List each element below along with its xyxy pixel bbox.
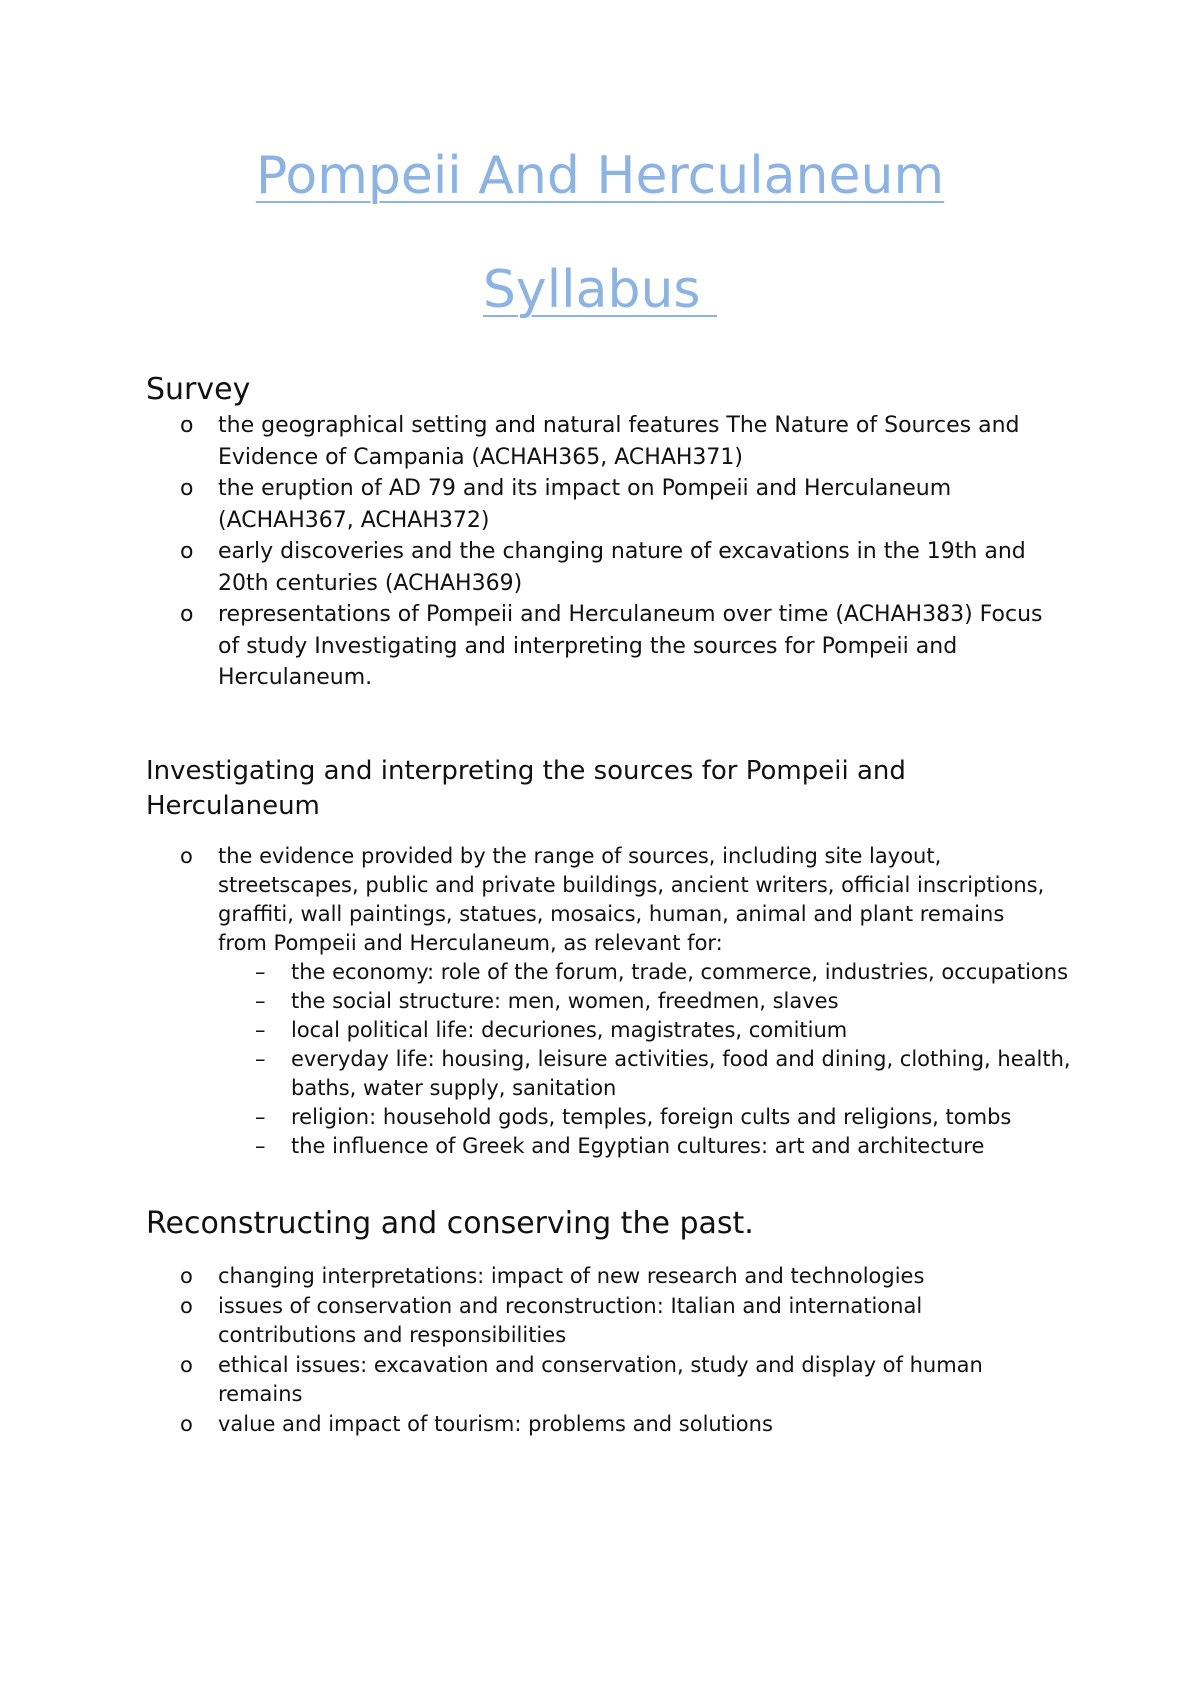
- sublist-item: [218, 987, 1131, 1016]
- list-item-text: the geographical setting and natural features The Nature of Sources and Evidence of Campania (ACHAH365, ACHAH371): [218, 413, 1020, 470]
- list-item-text: ethical issues: excavation and conservation, study and display of human remains: [218, 1352, 983, 1406]
- bullet-icon: o: [180, 844, 193, 868]
- reconstructing-list: [0, 1262, 1058, 1439]
- bullet-icon: o: [180, 539, 194, 564]
- dash-icon: –: [255, 1105, 266, 1129]
- list-item: [0, 1262, 1058, 1292]
- bullet-icon: o: [180, 1264, 193, 1288]
- list-item: [0, 410, 1068, 473]
- sublist-item-text: the influence of Greek and Egyptian cultures: art and architecture: [291, 1134, 985, 1158]
- list-item: [0, 842, 1071, 1161]
- list-item: [0, 473, 1068, 536]
- sources-sublist: [218, 958, 1071, 1161]
- sublist-item-text: everyday life: housing, leisure activities, food and dining, clothing, health, baths, water supply, sanitation: [291, 1047, 1071, 1100]
- bullet-icon: o: [180, 1352, 193, 1377]
- list-item: [0, 599, 1068, 694]
- dash-icon: –: [255, 960, 266, 984]
- list-item-text: representations of Pompeii and Herculaneum over time (ACHAH383) Focus of study Investigating and interpreting the sources for Pompeii and Herculaneum.: [218, 602, 1043, 690]
- survey-list: [0, 410, 1068, 694]
- list-item-text: the eruption of AD 79 and its impact on Pompeii and Herculaneum (ACHAH367, ACHAH372): [218, 476, 952, 533]
- sublist-item-text: local political life: decuriones, magistrates, comitium: [291, 1018, 848, 1042]
- bullet-icon: o: [180, 476, 194, 501]
- reconstructing-heading: Reconstructing and conserving the past.: [146, 1206, 754, 1241]
- bullet-icon: o: [180, 602, 194, 627]
- list-item: [0, 1410, 1058, 1440]
- investigating-heading: Investigating and interpreting the sources for Pompeii and Herculaneum: [146, 756, 906, 821]
- list-item: [0, 1292, 1058, 1351]
- list-item-text: value and impact of tourism: problems and solutions: [218, 1411, 773, 1436]
- list-item-text: changing interpretations: impact of new research and technologies: [218, 1264, 925, 1288]
- sublist-item-text: the social structure: men, women, freedmen, slaves: [291, 989, 839, 1013]
- sublist-item-text: religion: household gods, temples, foreign cults and religions, tombs: [291, 1105, 1012, 1129]
- dash-icon: –: [255, 1047, 266, 1071]
- dash-icon: –: [255, 1018, 266, 1042]
- bullet-icon: o: [180, 1293, 193, 1318]
- dash-icon: –: [255, 989, 266, 1013]
- survey-heading: Survey: [146, 372, 251, 407]
- list-item: [0, 536, 1068, 599]
- title-line-1: Pompeii And Herculaneum: [255, 146, 945, 206]
- list-item: [0, 1351, 1058, 1410]
- sublist-item: [218, 1045, 1131, 1103]
- sources-list: [0, 842, 1071, 1161]
- list-item-text: issues of conservation and reconstruction: Italian and international contributions and responsibilities: [218, 1293, 923, 1347]
- sublist-item: [218, 1103, 1131, 1132]
- sublist-item: [218, 1016, 1131, 1045]
- sublist-item: [218, 1132, 1131, 1161]
- title-line-2: Syllabus: [482, 260, 718, 320]
- sublist-item: [218, 958, 1131, 987]
- bullet-icon: o: [180, 1411, 193, 1436]
- bullet-icon: o: [180, 413, 194, 438]
- list-item-text: the evidence provided by the range of sources, including site layout, streetscapes, public and private buildings, ancient writers, official inscriptions, graffiti, wall paintings, statues, mosaics, human, animal and plant remains from Pompeii and Herculaneum, as relevant for:: [218, 844, 1045, 955]
- sublist-item-text: the economy: role of the forum, trade, commerce, industries, occupations: [291, 960, 1069, 984]
- list-item-text: early discoveries and the changing nature of excavations in the 19th and 20th centuries (ACHAH369): [218, 539, 1026, 596]
- dash-icon: –: [255, 1134, 266, 1158]
